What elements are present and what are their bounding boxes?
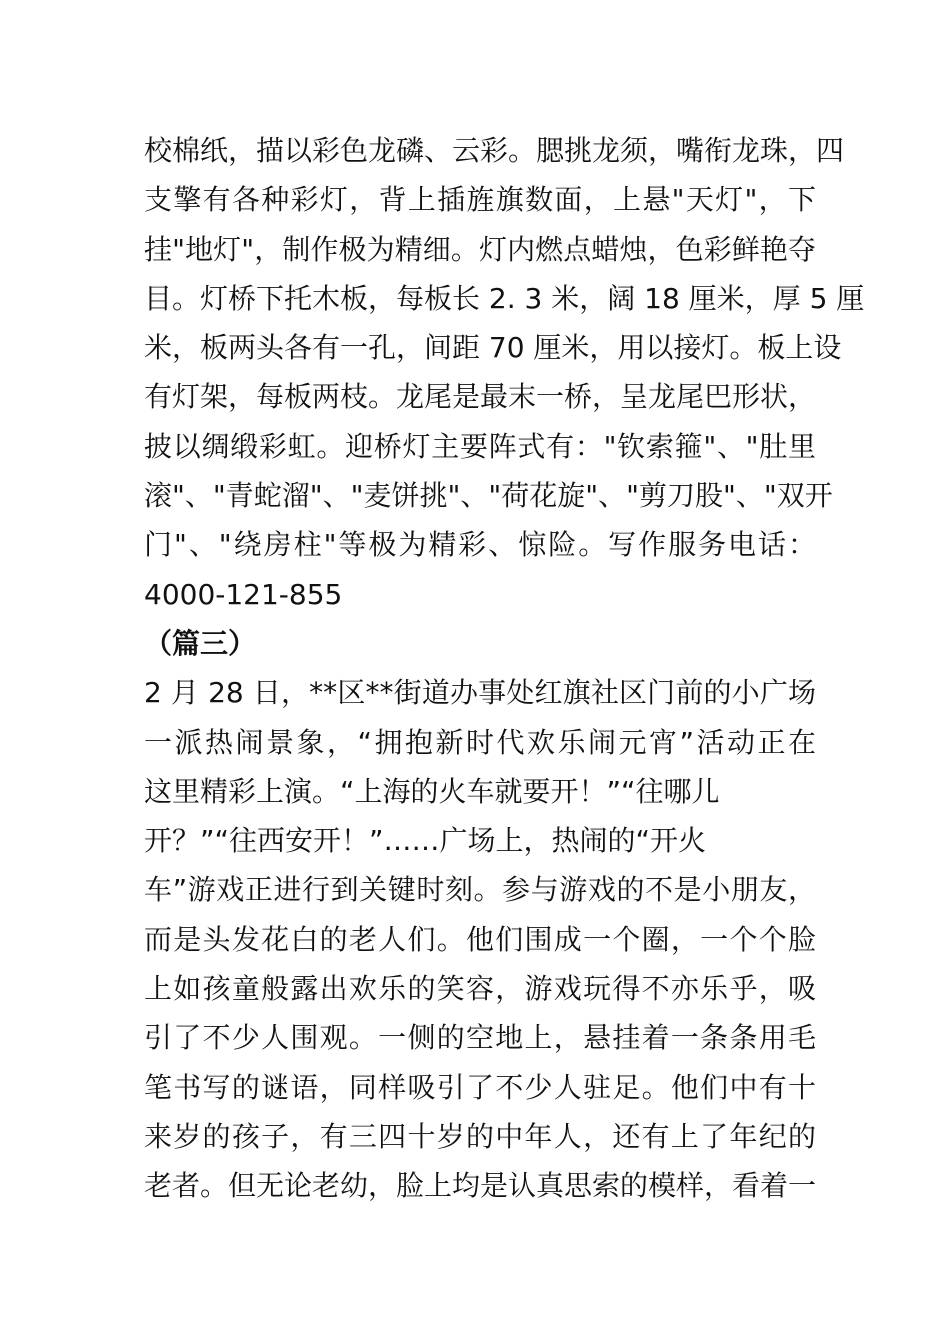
body-line: 来岁的孩子，有三四十岁的中年人，还有上了年纪的	[144, 1119, 816, 1153]
body-line: 校棉纸，描以彩色龙磷、云彩。腮挑龙须，嘴衔龙珠，四	[144, 134, 845, 167]
body-line: 目。灯桥下托木板，每板长 2. 3 米，阔 18 厘米，厚 5 厘	[144, 281, 865, 315]
body-line: 2 月 28 日，**区**街道办事处红旗社区门前的小广场	[144, 676, 816, 710]
body-line: 米，板两头各有一孔，间距 70 厘米，用以接灯。板上设	[144, 331, 842, 365]
document-body	[144, 126, 865, 1211]
body-line: 门"、"绕房柱"等极为精彩、惊险。写作服务电话：	[144, 528, 816, 562]
body-line: 滚"、"青蛇溜"、"麦饼挑"、"荷花旋"、"剪刀股"、"双开	[144, 479, 833, 513]
body-line: 这里精彩上演。“上海的火车就要开！”“往哪儿	[144, 774, 720, 808]
body-line: 上如孩童般露出欢乐的笑容，游戏玩得不亦乐乎，吸	[144, 972, 816, 1006]
body-line: 开？”“往西安开！”……广场上，热闹的“开火	[144, 824, 707, 858]
section-heading: （篇三）	[144, 626, 257, 660]
body-line: 支擎有各种彩灯，背上插旌旗数面，上悬"天灯"，下	[144, 183, 816, 217]
body-line: 有灯架，每板两枝。龙尾是最末一桥，呈龙尾巴形状，	[144, 380, 817, 414]
body-line: 披以绸缎彩虹。迎桥灯主要阵式有："钦索箍"、"肚里	[144, 429, 816, 463]
body-line: 笔书写的谜语，同样吸引了不少人驻足。他们中有十	[144, 1070, 816, 1104]
body-line: 挂"地灯"，制作极为精细。灯内燃点蜡烛，色彩鲜艳夺	[144, 232, 816, 266]
phone-number: 4000-121-855	[144, 577, 343, 611]
body-line: 引了不少人围观。一侧的空地上，悬挂着一条条用毛	[144, 1021, 816, 1055]
body-line: 一派热闹景象，“拥抱新时代欢乐闹元宵”活动正在	[144, 725, 816, 759]
body-line: 车”游戏正进行到关键时刻。参与游戏的不是小朋友，	[144, 873, 816, 907]
body-line: 而是头发花白的老人们。他们围成一个圈，一个个脸	[144, 922, 816, 956]
body-line: 老者。但无论老幼，脸上均是认真思索的模样，看着一	[144, 1169, 817, 1203]
